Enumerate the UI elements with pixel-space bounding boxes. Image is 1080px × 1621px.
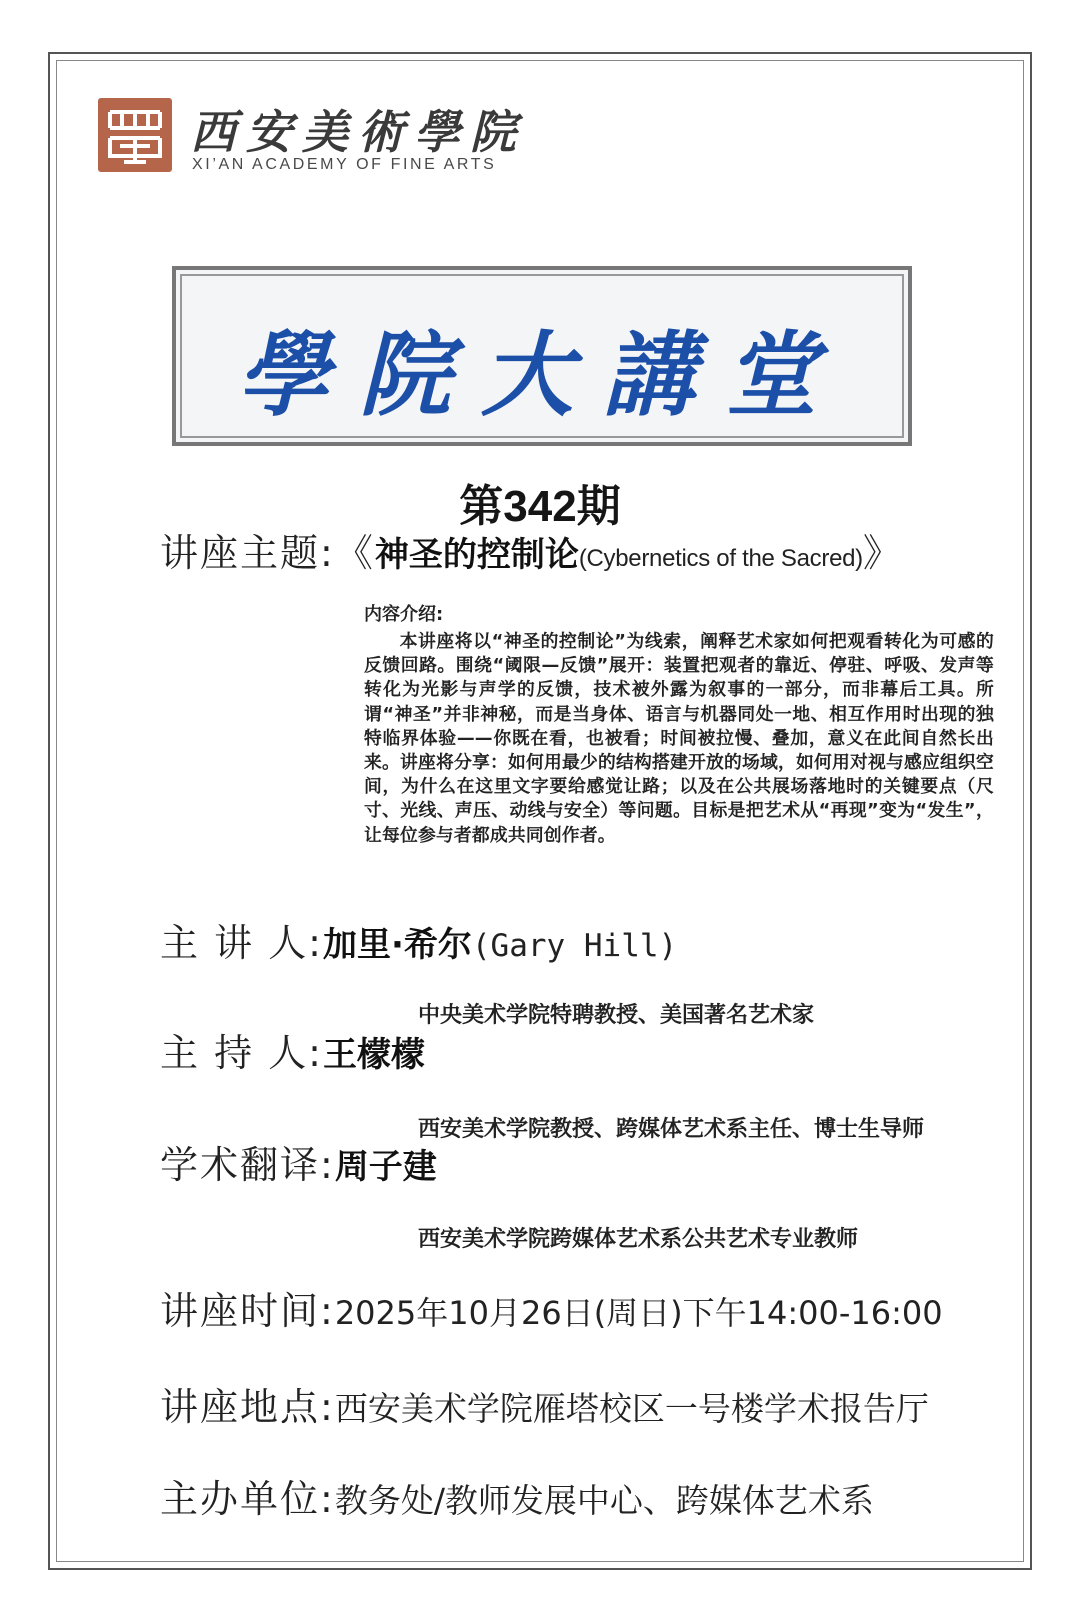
venue-row — [160, 1376, 929, 1431]
topic-open-quote: 《 — [334, 531, 375, 575]
venue-value: 西安美术学院雁塔校区一号楼学术报告厅 — [334, 1389, 929, 1428]
school-name-en: XI’AN ACADEMY OF FINE ARTS — [192, 156, 497, 173]
topic-title-cn: 神圣的控制论 — [374, 535, 579, 575]
host-name: 王檬檬 — [322, 1035, 425, 1075]
seal-icon — [98, 98, 172, 172]
speaker-row — [160, 912, 677, 967]
organizer-label: 主办单位: — [160, 1477, 335, 1521]
organizer-value: 教务处/教师发展中心、跨媒体艺术系 — [334, 1481, 874, 1520]
description-body: 本讲座将以“神圣的控制论”为线索，阐释艺术家如何把观看转化为可感的反馈回路。围绕“阈限—反馈”展开：装置把观者的靠近、停驻、呼吸、发声等转化为光影与声学的反馈，技术被外露为叙事的一部分，而非幕后工具。所谓“神圣”并非神秘，而是当身体、语言与机器同处一地、相互作用时出现的独特临界体验——你既在看，也被看；时间被拉慢、叠加，意义在此间自然长出来。讲座将分享：如何用最少的结构搭建开放的场域，如何用对视与感应组织空间，为什么在这里文字要给感觉让路；以及在公共展场落地时的关键要点（尺寸、光线、声压、动线与安全）等问题。目标是把艺术从“再现”变为“发生”，让每位参与者都成共同创作者。 — [364, 631, 994, 846]
school-name-cn: 西安美術學院 — [190, 105, 526, 159]
time-row — [160, 1280, 943, 1335]
topic-row — [160, 522, 903, 577]
topic-title-en: (Cybernetics of the Sacred) — [578, 545, 863, 572]
topic-close-quote: 》 — [862, 531, 903, 575]
translator-name: 周子建 — [334, 1147, 437, 1187]
banner-title: 學院大講堂 — [236, 321, 847, 429]
host-row — [160, 1022, 425, 1077]
venue-label: 讲座地点: — [160, 1385, 335, 1429]
translator-row — [160, 1134, 437, 1189]
host-label: 主 持 人: — [160, 1031, 323, 1075]
translator-role: 西安美术学院跨媒体艺术系公共艺术专业教师 — [418, 1227, 859, 1252]
time-value: 2025年10月26日(周日)下午14:00-16:00 — [334, 1294, 943, 1332]
speaker-name-en: (Gary Hill) — [471, 928, 678, 964]
time-label: 讲座时间: — [160, 1289, 335, 1333]
description-heading: 内容介绍: — [364, 604, 444, 625]
issue-number: 第342期 — [459, 482, 621, 531]
lecture-banner — [172, 266, 912, 446]
speaker-name-cn: 加里·希尔 — [322, 925, 472, 965]
speaker-label: 主 讲 人: — [160, 921, 323, 965]
translator-label: 学术翻译: — [160, 1143, 335, 1187]
organizer-row — [160, 1468, 874, 1523]
speaker-role: 中央美术学院特聘教授、美国著名艺术家 — [418, 1003, 815, 1028]
topic-label: 讲座主题: — [160, 531, 335, 575]
host-role: 西安美术学院教授、跨媒体艺术系主任、博士生导师 — [418, 1117, 925, 1142]
